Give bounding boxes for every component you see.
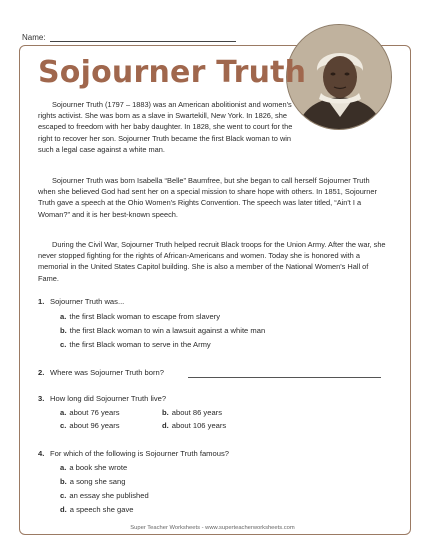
q3-option-b[interactable]: b. about 86 years	[162, 408, 222, 417]
q1-option-b[interactable]: b. the first Black woman to win a lawsuit against a white man	[60, 326, 266, 335]
question-text: For which of the following is Sojourner Truth famous?	[50, 449, 229, 458]
q3-option-c[interactable]: c. about 96 years	[60, 421, 120, 430]
q4-option-a[interactable]: a. a book she wrote	[60, 463, 128, 472]
name-field-row	[22, 33, 236, 42]
q1-option-c[interactable]: c. the first Black woman to serve in the Army	[60, 340, 211, 349]
page-title: Sojourner Truth	[38, 55, 307, 90]
q4-option-c[interactable]: c. an essay she published	[60, 491, 149, 500]
footer-credit: Super Teacher Worksheets - www.superteacherworksheets.com	[130, 525, 295, 531]
question-1	[38, 297, 124, 306]
q4-option-d[interactable]: d. a speech she gave	[60, 505, 134, 514]
paragraph-3: During the Civil War, Sojourner Truth helped recruit Black troops for the Union Army. After the war, she never stopped fighting for the rights of African-Americans and women. Today she is honored with a memorial in the United States Capitol building. She is also a member of the National Women's Hall of Fame.	[38, 240, 386, 283]
question-number: 2.	[38, 368, 45, 377]
question-text: Where was Sojourner Truth born?	[50, 368, 164, 377]
question-text: Sojourner Truth was...	[50, 297, 125, 306]
question-4	[38, 449, 229, 458]
question-number: 1.	[38, 297, 45, 306]
paragraph-2: Sojourner Truth was born Isabella “Belle” Baumfree, but she began to call herself Sojourner Truth when she believed God had sent her on a special mission to share hope with others. In 1851, Sojourner Truth gave a speech at the Ohio Women's Rights Convention. The speech was later titled, “Ain't I a Woman?” and it is her best-known speech.	[38, 176, 377, 219]
name-blank-line[interactable]	[50, 34, 236, 42]
q3-option-d[interactable]: d. about 106 years	[162, 421, 227, 430]
q4-option-b[interactable]: b. a song she sang	[60, 477, 126, 486]
question-text: How long did Sojourner Truth live?	[50, 394, 167, 403]
question-3	[38, 394, 166, 403]
paragraph-1: Sojourner Truth (1797 – 1883) was an American abolitionist and women's rights activist. She was born as a slave in Swartekill, New York. In 1826, she escaped to freedom with her baby daughter. In 1828, she went to court for the right to recover her son. Sojourner Truth became the first Black woman to win such a legal case against a white man.	[38, 100, 293, 154]
question-number: 3.	[38, 394, 45, 403]
q2-answer-line[interactable]	[188, 377, 381, 378]
q3-option-a[interactable]: a. about 76 years	[60, 408, 120, 417]
q1-option-a[interactable]: a. the first Black woman to escape from slavery	[60, 312, 221, 321]
question-number: 4.	[38, 449, 45, 458]
question-2	[38, 368, 164, 377]
name-label: Name:	[22, 33, 46, 42]
